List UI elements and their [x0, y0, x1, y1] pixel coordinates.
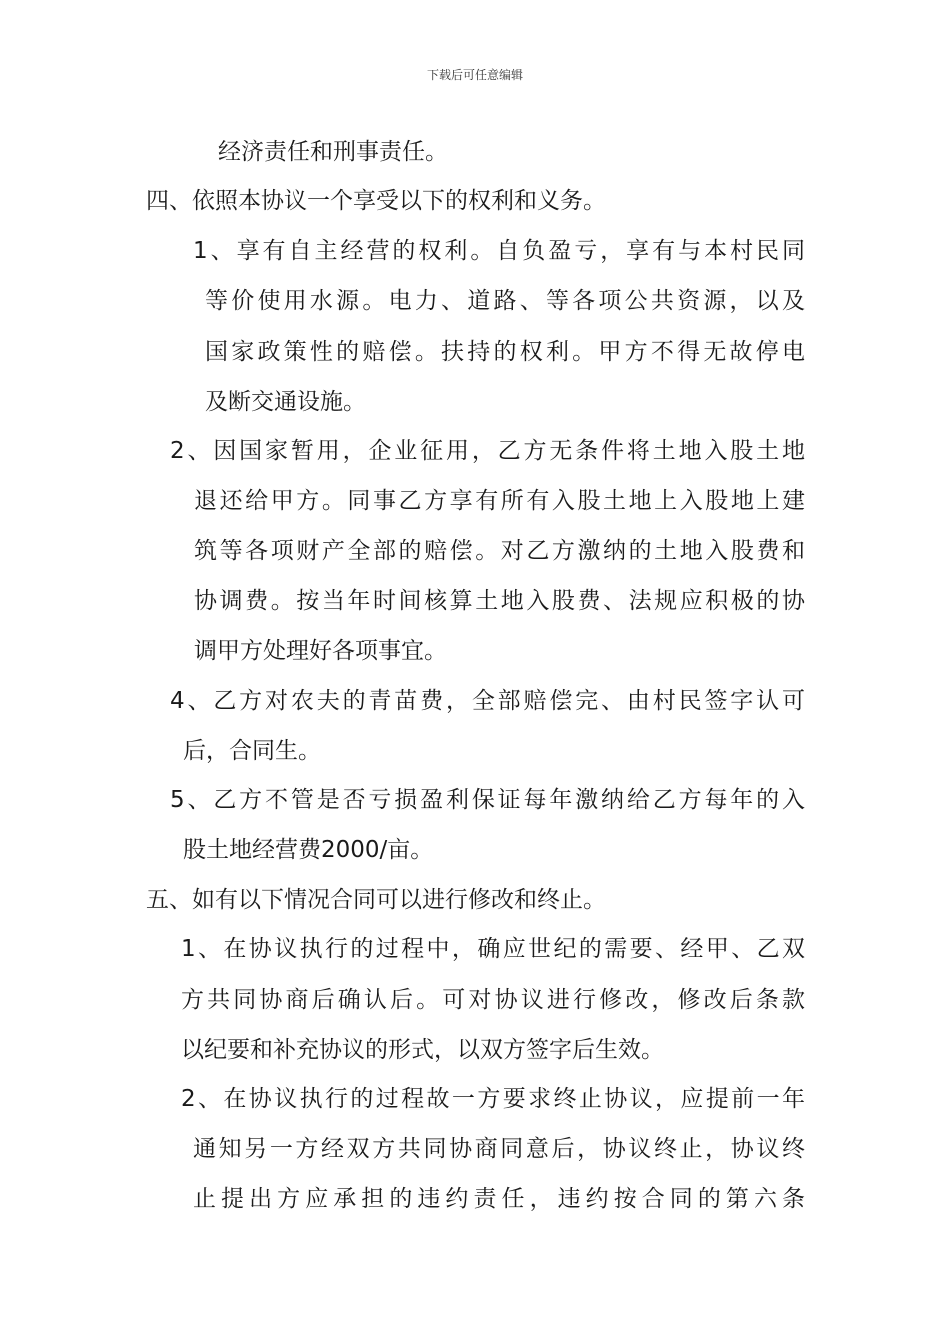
text-line: 退还给甲方。同事乙方享有所有入股土地上入股地上建 — [194, 488, 805, 514]
text-line: 及断交通设施。 — [205, 389, 366, 415]
text-line: 国家政策性的赔偿。扶持的权利。甲方不得无故停电 — [205, 339, 805, 365]
text-line: 调甲方处理好各项事宜。 — [194, 638, 447, 664]
text-line: 4、乙方对农夫的青苗费，全部赔偿完、由村民签字认可 — [170, 688, 805, 714]
text-line: 协调费。按当年时间核算土地入股费、法规应积极的协 — [194, 588, 805, 614]
section-heading: 五、如有以下情况合同可以进行修改和终止。 — [146, 887, 606, 913]
text-line: 1、享有自主经营的权利。自负盈亏，享有与本村民同 — [193, 238, 805, 264]
text-line: 以纪要和补充协议的形式，以双方签字后生效。 — [181, 1037, 664, 1063]
text-line: 后，合同生。 — [183, 738, 321, 764]
text-line: 5、乙方不管是否亏损盈利保证每年激纳给乙方每年的入 — [170, 787, 805, 813]
page-header: 下载后可任意编辑 — [426, 68, 523, 82]
text-line: 方共同协商后确认后。可对协议进行修改，修改后条款 — [181, 987, 805, 1013]
text-line: 通知另一方经双方共同协商同意后，协议终止，协议终 — [193, 1136, 805, 1162]
section-heading: 四、依照本协议一个享受以下的权利和义务。 — [146, 188, 606, 214]
text-line: 止提出方应承担的违约责任，违约按合同的第六条 — [193, 1186, 805, 1212]
text-line: 1、在协议执行的过程中，确应世纪的需要、经甲、乙双 — [181, 936, 805, 962]
text-line: 2、在协议执行的过程故一方要求终止协议，应提前一年 — [181, 1086, 805, 1112]
text-line: 2、因国家暂用，企业征用，乙方无条件将土地入股土地 — [170, 438, 805, 464]
text-line: 经济责任和刑事责任。 — [218, 139, 448, 165]
text-line: 股土地经营费2000/亩。 — [183, 837, 434, 863]
text-line: 等价使用水源。电力、道路、等各项公共资源，以及 — [205, 288, 805, 314]
text-line: 筑等各项财产全部的赔偿。对乙方激纳的土地入股费和 — [194, 538, 805, 564]
